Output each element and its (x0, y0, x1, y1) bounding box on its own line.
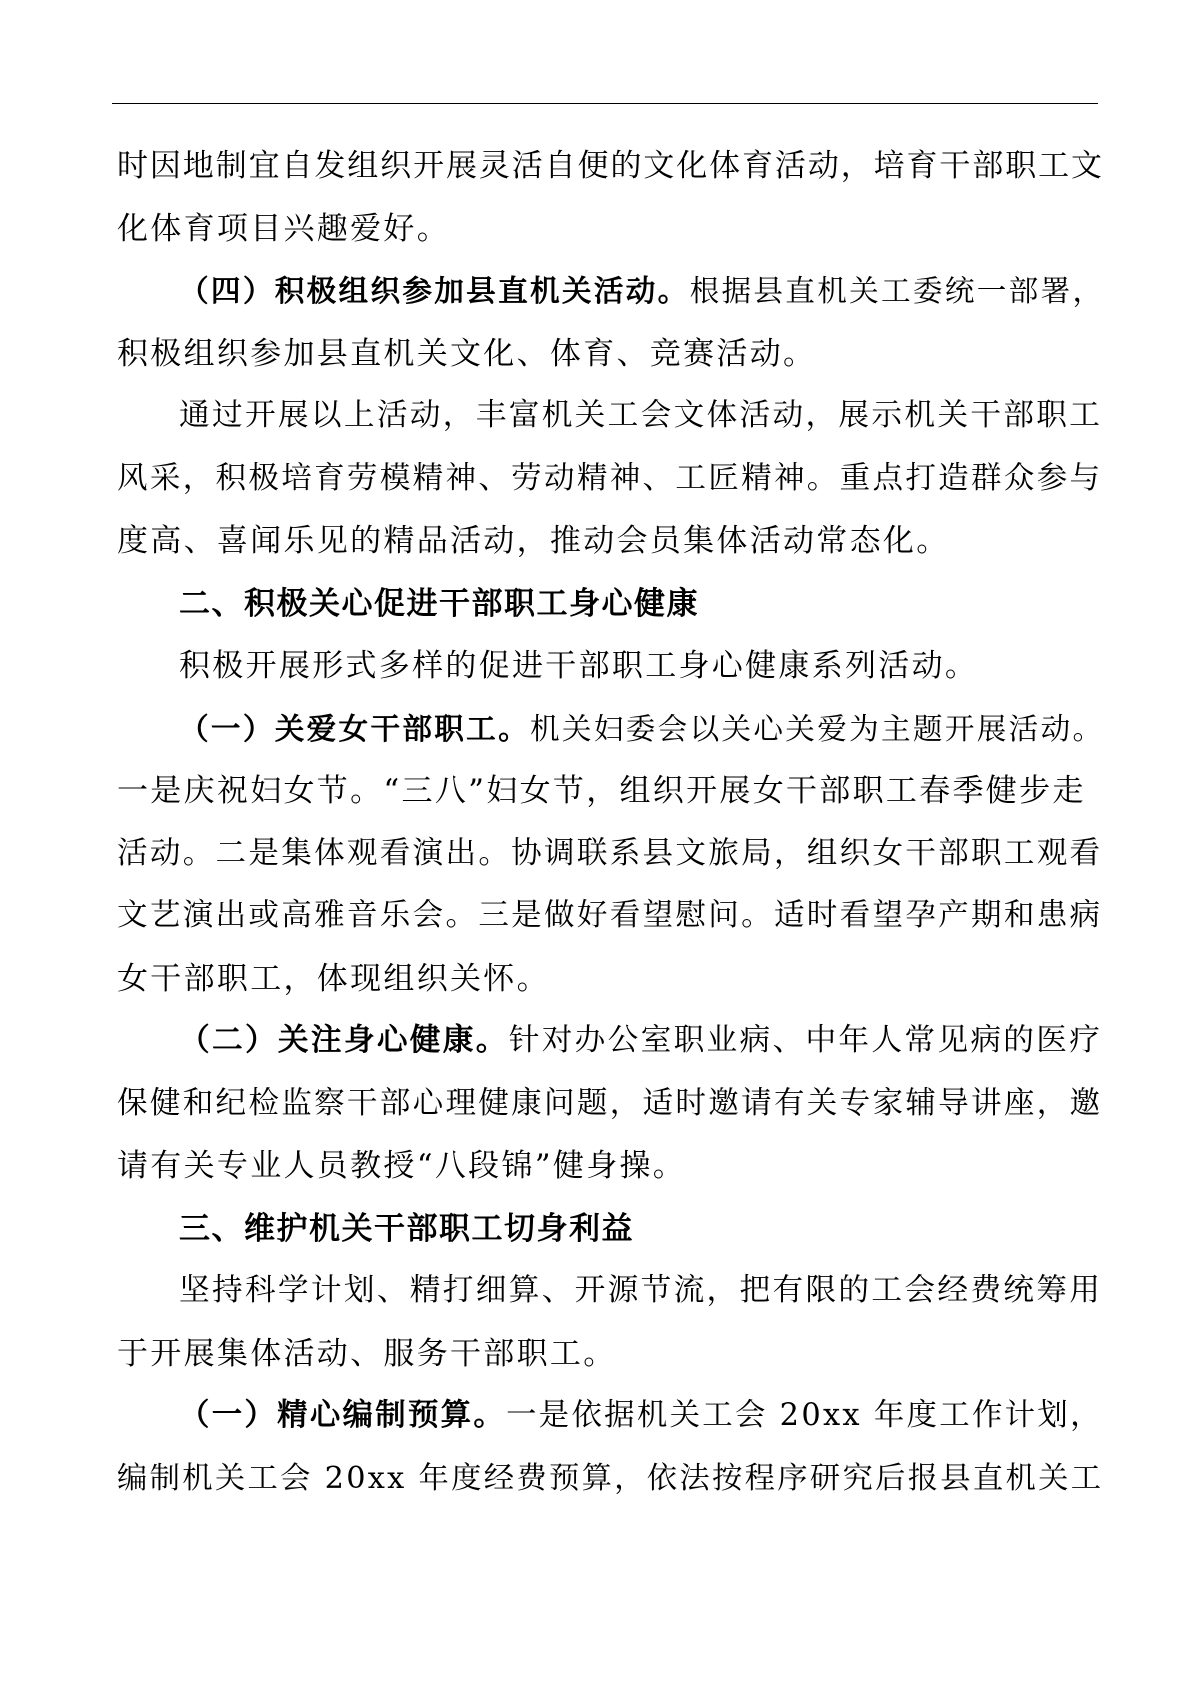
text-line: 度高、喜闻乐见的精品活动，推动会员集体活动常态化。 (117, 523, 950, 559)
subsection-title: （一）关爱女干部职工。 (179, 711, 531, 746)
subsection-title: （一）精心编制预算。 (179, 1398, 507, 1433)
text-line: 积极开展形式多样的促进干部职工身心健康系列活动。 (179, 648, 979, 684)
text-line (117, 698, 1105, 761)
text-line: 坚持科学计划、精打细算、开源节流，把有限的工会经费统筹用 (179, 1273, 1103, 1308)
section-heading: 三、维护机关干部职工切身利益 (179, 1210, 634, 1247)
text-line (117, 260, 1105, 323)
text-line: 时因地制宜自发组织开展灵活自便的文化体育活动，培育干部职工文 (117, 148, 1102, 184)
subsection-title: （四）积极组织参加县直机关活动。 (179, 274, 690, 308)
subsection-title: （二）关注身心健康。 (179, 1023, 509, 1058)
text-span: 针对办公室职业病、中年人常见病的医疗 (508, 1023, 1103, 1058)
text-line (117, 1010, 1102, 1073)
text-line: 积极组织参加县直机关文化、体育、竞赛活动。 (117, 335, 817, 372)
text-span: 机关妇委会以关心关爱为主题开展活动。 (530, 711, 1105, 746)
text-line: 风采，积极培育劳模精神、劳动精神、工匠精神。重点打造群众参与 (117, 460, 1103, 496)
text-span: 一是依据机关工会 20xx 年度工作计划， (506, 1398, 1103, 1433)
text-line: 于开展集体活动、服务干部职工。 (117, 1335, 617, 1372)
document-body (117, 135, 1105, 1510)
text-line: 活动。二是集体观看演出。协调联系县文旅局，组织女干部职工观看 (117, 835, 1103, 871)
text-line: 请有关专业人员教授“八段锦”健身操。 (117, 1148, 687, 1184)
text-line: 化体育项目兴趣爱好。 (117, 210, 450, 247)
text-line: 通过开展以上活动，丰富机关工会文体活动，展示机关干部职工 (179, 398, 1103, 433)
text-line: 文艺演出或高雅音乐会。三是做好看望慰问。适时看望孕产期和患病 (117, 898, 1103, 933)
section-heading: 二、积极关心促进干部职工身心健康 (179, 585, 699, 622)
text-line: 女干部职工，体现组织关怀。 (117, 960, 550, 997)
text-span: 根据县直机关工委统一部署， (689, 274, 1105, 308)
header-rule (112, 103, 1098, 104)
text-line: 编制机关工会 20xx 年度经费预算，依法按程序研究后报县直机关工 (117, 1460, 1104, 1496)
text-line (117, 1385, 1102, 1448)
text-line: 保健和纪检监察干部心理健康问题，适时邀请有关专家辅导讲座，邀 (117, 1085, 1103, 1121)
text-line: 一是庆祝妇女节。“三八”妇女节，组织开展女干部职工春季健步走 (117, 773, 1086, 809)
